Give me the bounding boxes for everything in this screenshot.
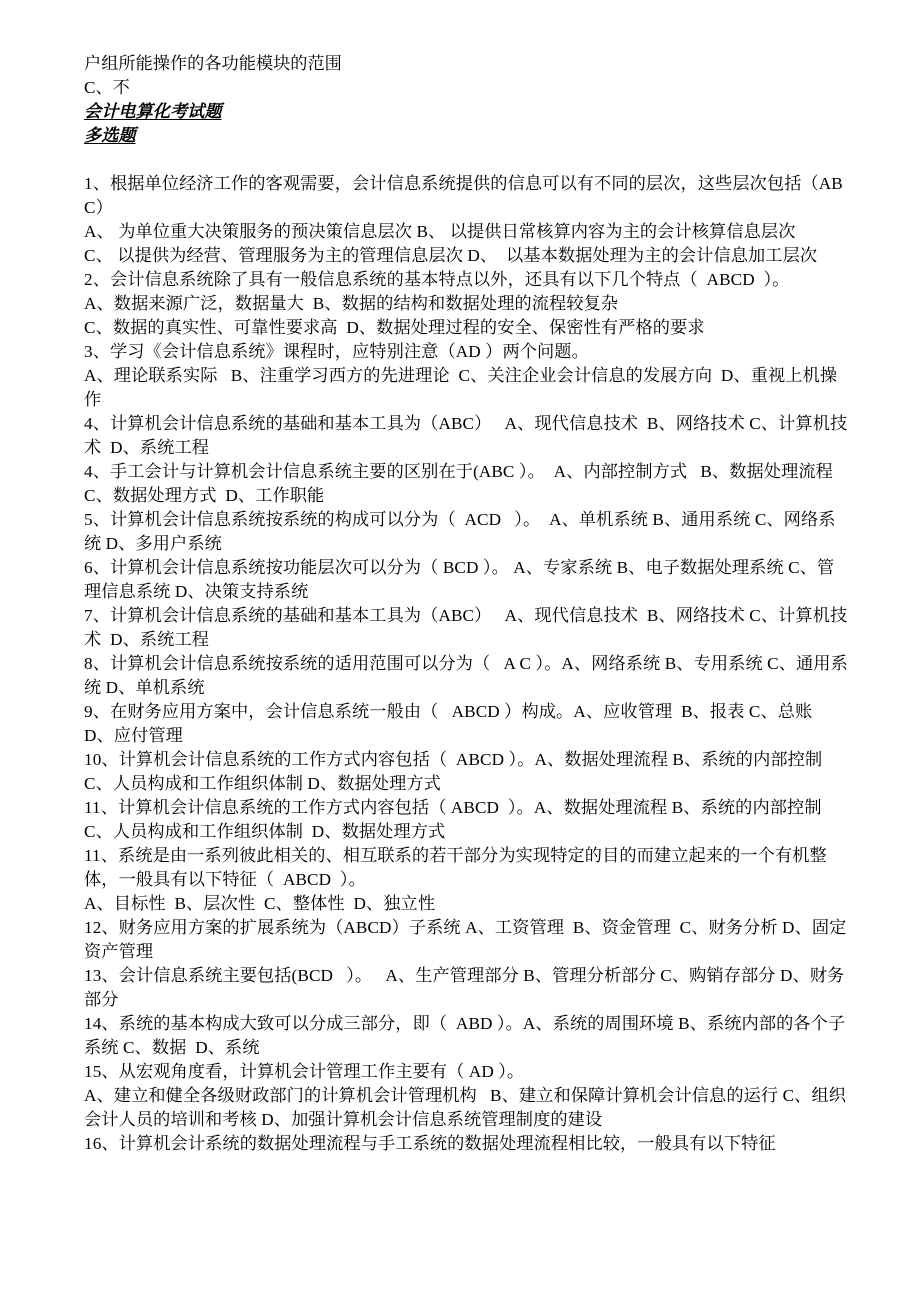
- question-15-stem: 15、从宏观角度看，计算机会计管理工作主要有（ AD ）。: [84, 1062, 525, 1081]
- document-subtitle: 多选题: [84, 126, 136, 145]
- question-5: [84, 508, 848, 556]
- question-12: [84, 916, 848, 964]
- question-16-stem: 16、计算机会计系统的数据处理流程与手工系统的数据处理流程相比较，一般具有以下特征: [84, 1134, 776, 1153]
- question-10-stem-and-options: 10、计算机会计信息系统的工作方式内容包括（ ABCD ）。A、数据处理流程 B、系统的内部控制 C、人员构成和工作组织体制 D、数据处理方式: [84, 750, 827, 793]
- question-3-stem: 3、学习《会计信息系统》课程时，应特别注意（AD ）两个问题。: [84, 342, 589, 361]
- question-1-options-cd: C、 以提供为经营、管理服务为主的管理信息层次 D、 以基本数据处理为主的会计信息加工层次: [84, 246, 818, 265]
- document-title: 会计电算化考试题: [84, 102, 222, 121]
- question-4b: [84, 460, 848, 508]
- question-15: [84, 1060, 848, 1132]
- question-2-options-ab: A、数据来源广泛，数据量大 B、数据的结构和数据处理的流程较复杂: [84, 294, 619, 313]
- question-4a: [84, 412, 848, 460]
- question-11a-stem-and-options: 11、计算机会计信息系统的工作方式内容包括（ ABCD ）。A、数据处理流程 B、系统的内部控制 C、人员构成和工作组织体制 D、数据处理方式: [84, 798, 831, 841]
- question-16: [84, 1132, 848, 1156]
- document-title-block: [84, 100, 848, 148]
- question-2-stem: 2、会计信息系统除了具有一般信息系统的基本特点以外，还具有以下几个特点（ ABCD ）。: [84, 270, 790, 289]
- question-9: [84, 700, 848, 748]
- question-12-stem-and-options: 12、财务应用方案的扩展系统为（ABCD）子系统 A、工资管理 B、资金管理 C、财务分析 D、固定资产管理: [84, 918, 847, 961]
- question-14-stem-and-options: 14、系统的基本构成大致可以分成三部分，即（ ABD ）。A、系统的周围环境 B、系统内部的各个子系统 C、数据 D、系统: [84, 1014, 846, 1057]
- question-8-stem-and-options: 8、计算机会计信息系统按系统的适用范围可以分为（ A C ）。A、网络系统 B、专用系统 C、通用系统 D、单机系统: [84, 654, 848, 697]
- question-11a: [84, 796, 848, 844]
- question-10: [84, 748, 848, 796]
- question-1-stem: 1、根据单位经济工作的客观需要，会计信息系统提供的信息可以有不同的层次，这些层次包括（ABC）: [84, 174, 843, 217]
- question-14: [84, 1012, 848, 1060]
- question-11b-options: A、目标性 B、层次性 C、整体性 D、独立性: [84, 894, 436, 913]
- question-3-options: A、理论联系实际 B、注重学习西方的先进理论 C、关注企业会计信息的发展方向 D、重视上机操作: [84, 366, 838, 409]
- title-spacer: [84, 148, 848, 172]
- question-9-stem-and-options: 9、在财务应用方案中，会计信息系统一般由（ ABCD ）构成。A、应收管理 B、报表 C、总账 D、应付管理: [84, 702, 822, 745]
- question-1-options-ab: A、 为单位重大决策服务的预决策信息层次 B、 以提供日常核算内容为主的会计核算信息层次: [84, 222, 796, 241]
- question-4a-stem-and-options: 4、计算机会计信息系统的基础和基本工具为（ABC） A、现代信息技术 B、网络技术 C、计算机技术 D、系统工程: [84, 414, 848, 457]
- question-3: [84, 340, 848, 412]
- question-11b-stem: 11、系统是由一系列彼此相关的、相互联系的若干部分为实现特定的目的而建立起来的一个有机整体，一般具有以下特征（ ABCD ）。: [84, 846, 827, 889]
- question-2-options-cd: C、数据的真实性、可靠性要求高 D、数据处理过程的安全、保密性有严格的要求: [84, 318, 705, 337]
- question-5-stem-and-options: 5、计算机会计信息系统按系统的构成可以分为（ ACD ）。 A、单机系统 B、通用系统 C、网络系统 D、多用户系统: [84, 510, 836, 553]
- question-6-stem-and-options: 6、计算机会计信息系统按功能层次可以分为（ BCD ）。 A、专家系统 B、电子数据处理系统 C、管理信息系统 D、决策支持系统: [84, 558, 835, 601]
- carryover-text-line-2: C、不: [84, 78, 130, 97]
- question-6: [84, 556, 848, 604]
- question-8: [84, 652, 848, 700]
- question-1: [84, 172, 848, 268]
- question-2: [84, 268, 848, 340]
- question-11b: [84, 844, 848, 916]
- question-7: [84, 604, 848, 652]
- carryover-text-line-1: 户组所能操作的各功能模块的范围: [84, 54, 342, 73]
- question-4b-stem-and-options: 4、手工会计与计算机会计信息系统主要的区别在于(ABC ）。 A、内部控制方式 B、数据处理流程 C、数据处理方式 D、工作职能: [84, 462, 842, 505]
- question-13-stem-and-options: 13、会计信息系统主要包括(BCD ）。 A、生产管理部分 B、管理分析部分 C、购销存部分 D、财务部分: [84, 966, 845, 1009]
- question-15-options: A、建立和健全各级财政部门的计算机会计管理机构 B、建立和保障计算机会计信息的运行 C、组织会计人员的培训和考核 D、加强计算机会计信息系统管理制度的建设: [84, 1086, 847, 1129]
- document-body: [84, 52, 848, 1156]
- question-7-stem-and-options: 7、计算机会计信息系统的基础和基本工具为（ABC） A、现代信息技术 B、网络技术 C、计算机技术 D、系统工程: [84, 606, 848, 649]
- question-13: [84, 964, 848, 1012]
